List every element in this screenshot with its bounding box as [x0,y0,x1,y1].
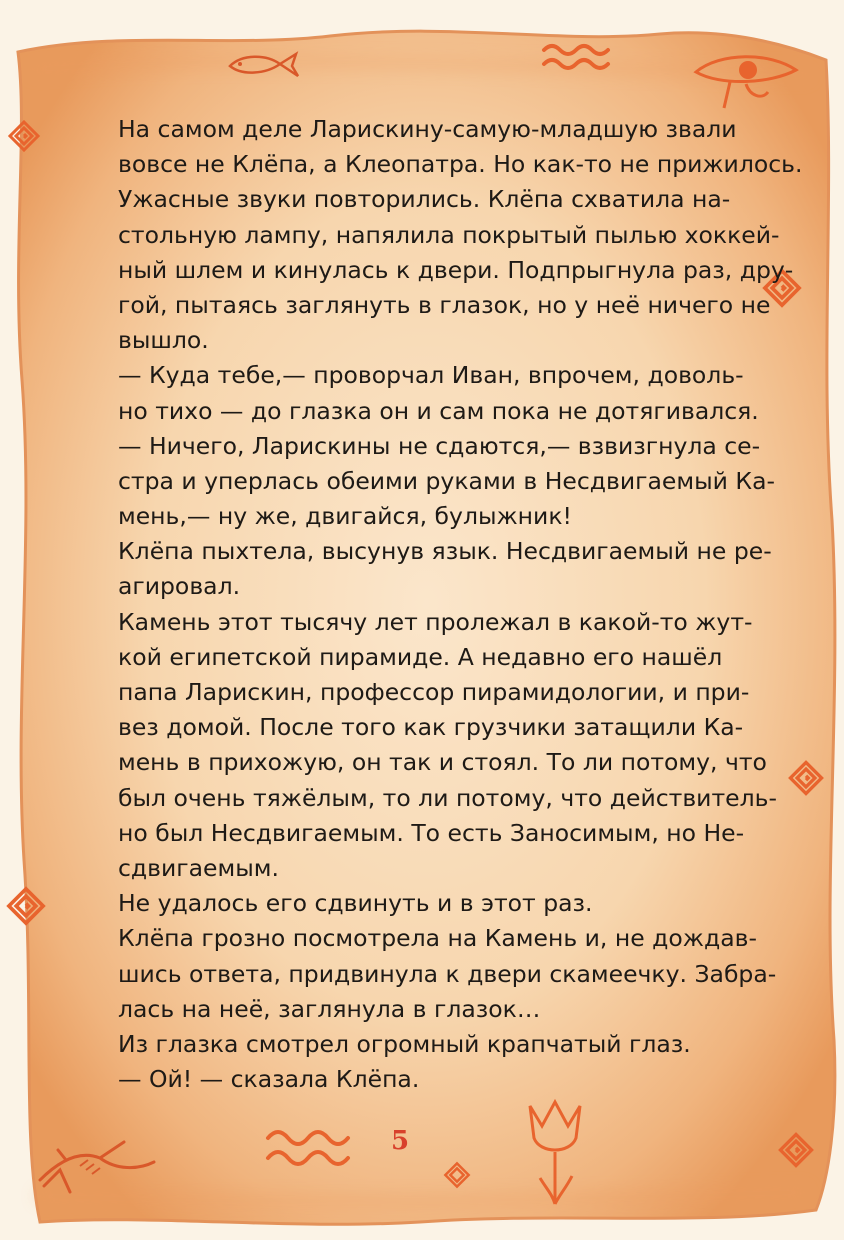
text-line: На самом деле Ларискину-самую-младшую звали [118,115,737,143]
eye-of-horus-icon [690,48,802,112]
paragraph [118,605,777,887]
fish-icon [226,50,300,80]
bird-icon [30,1130,160,1200]
paragraph [118,358,759,428]
page-number: 5 [390,1126,410,1156]
text-line: Не удалось его сдвинуть и в этот раз. [118,889,593,918]
paragraph [118,921,777,1027]
text-line: был очень тяжёлым, то ли потому, что действитель- [118,783,777,812]
text-line: папа Ларискин, профессор пирамидологии, и при- [118,678,750,706]
text-line: гой, пытаясь заглянуть в глазок, но у неё ничего не [118,290,771,319]
text-line: — Ничего, Ларискины не сдаются,— взвизгнула се- [118,431,761,460]
paragraph [118,1062,716,1097]
paragraph [118,534,772,604]
text-line: но был Несдвигаемым. То есть Заносимым, но Не- [118,818,745,847]
text-line: вовсе не Клёпа, а Клеопатра. Но как-то не прижилось. [118,150,803,179]
text-line: Камень этот тысячу лет пролежал в какой-то жут- [118,607,753,636]
spiral-icon [776,1130,816,1170]
text-line: вышло. [118,326,209,355]
text-line: Клёпа грозно посмотрела на Камень и, не дождав- [118,924,757,953]
paragraph [118,182,794,358]
spiral-icon [442,1160,472,1190]
text-line: лась на неё, заглянула в глазок… [118,994,541,1023]
text-line: сдвигаемым. [118,853,279,882]
wave-icon [540,40,616,76]
lotus-icon [520,1098,590,1208]
text-line: стольную лампу, напялила покрытый пылью хоккей- [118,220,780,249]
spiral-icon [4,884,48,928]
text-line: кой египетской пирамиде. А недавно его нашёл [118,642,723,671]
text-line: агировал. [118,572,241,601]
text-line: шись ответа, придвинула к двери скамеечку. Забра- [118,959,777,988]
text-line: Клёпа пыхтела, высунув язык. Несдвигаемый не ре- [118,537,772,566]
paragraph [118,112,803,182]
text-line: ный шлем и кинулась к двери. Подпрыгнула раз, дру- [118,255,794,284]
text-line: — Куда тебе,— проворчал Иван, впрочем, доволь- [118,361,744,390]
text-line: мень в прихожую, он так и стоял. То ли потому, что [118,748,767,777]
text-line: вез домой. После того как грузчики затащили Ка- [118,713,744,742]
spiral-icon [6,118,42,154]
wave-icon [262,1118,362,1174]
spiral-icon [786,758,826,798]
text-line: Ужасные звуки повторились. Клёпа схватила на- [118,185,731,214]
text-line: мень,— ну же, двигайся, булыжник! [118,502,572,531]
story-text [118,112,803,1097]
paragraph [118,886,716,921]
text-line: но тихо — до глазка он и сам пока не дотягивался. [118,396,759,425]
text-line: Из глазка смотрел огромный крапчатый глаз. [118,1029,691,1058]
paragraph [118,1027,716,1062]
text-line: — Ой! — сказала Клёпа. [118,1065,420,1094]
paragraph [118,429,775,535]
text-line: стра и уперлась обеими руками в Несдвигаемый Ка- [118,466,775,495]
